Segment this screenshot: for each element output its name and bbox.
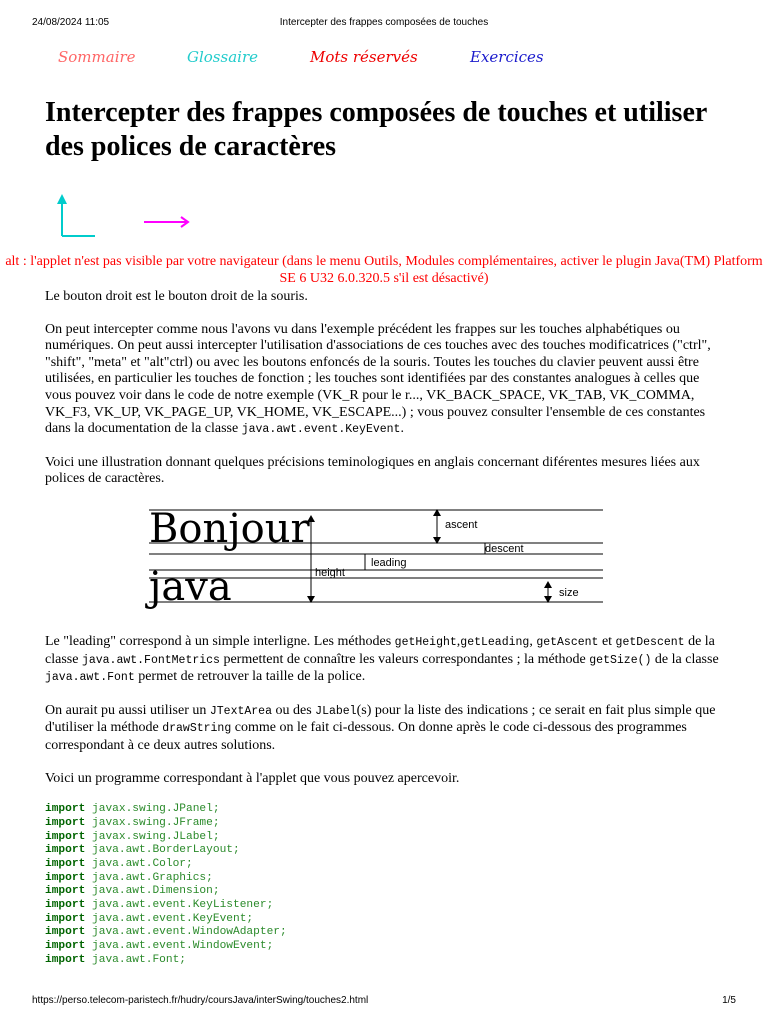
nav-link-mots-reserves[interactable]: Mots réservés [310, 48, 418, 66]
p4-text-1: Le "leading" correspond à un simple interligne. Les méthodes [45, 633, 395, 649]
code-line [45, 872, 725, 886]
print-url: https://perso.telecom-paristech.fr/hudry/coursJava/interSwing/touches2.html [32, 995, 369, 1006]
p4-text-5: de la classe [45, 633, 715, 667]
p5-text-1: On aurait pu aussi utiliser un [45, 702, 210, 718]
code-listing [45, 803, 725, 967]
code-line [45, 803, 725, 817]
code-keyword: import [45, 803, 86, 816]
p5-text-3: (s) pour la liste des indications ; ce serait en fait plus simple que d'utiliser la méthode [45, 702, 716, 736]
page-title: Intercepter des frappes composées de touches et utiliser des polices de caractères [45, 97, 707, 162]
label-height: height [315, 566, 345, 579]
sample-word-java: java [149, 563, 232, 610]
p5-text-4: comme on le fait ci-dessous. On donne après le code ci-dessous des programmes correspondant à ce deux autres solutions. [45, 720, 687, 753]
label-ascent: ascent [445, 518, 478, 531]
label-descent: descent [485, 542, 524, 555]
font-metrics-diagram [45, 504, 725, 616]
label-size: size [559, 586, 579, 599]
code-import-path: java.awt.Font; [92, 953, 187, 966]
code-keyword: import [45, 940, 86, 953]
applet-arrows-graphic [45, 188, 245, 250]
code-getheight: getHeight [394, 635, 457, 649]
cyan-axis-arrow [57, 194, 95, 236]
p2-code-keyevent: java.awt.event.KeyEvent [241, 423, 401, 437]
p5-text-2: ou des [272, 702, 316, 718]
code-line [45, 885, 725, 899]
code-import-path: java.awt.Graphics; [92, 871, 213, 884]
code-keyword: import [45, 926, 86, 939]
paragraph-leading [45, 634, 721, 687]
code-import-path: javax.swing.JLabel; [92, 830, 220, 843]
p4-text-2: , [456, 633, 461, 649]
top-navigation [0, 48, 768, 70]
code-keyword: import [45, 844, 86, 857]
code-import-path: java.awt.event.KeyListener; [92, 899, 274, 912]
paragraph-alternatives [45, 703, 721, 755]
magenta-arrow [144, 217, 188, 227]
code-fontmetrics: java.awt.FontMetrics [81, 653, 220, 667]
code-keyword: import [45, 953, 86, 966]
p4-text-6: permettent de connaître les valeurs correspondantes ; la méthode [219, 651, 590, 667]
code-keyword: import [45, 912, 86, 925]
code-line [45, 858, 725, 872]
code-line [45, 831, 725, 845]
nav-link-glossaire[interactable]: Glossaire [187, 48, 258, 66]
code-line [45, 844, 725, 858]
code-line [45, 899, 725, 913]
p2-end: . [400, 421, 404, 437]
code-drawstring: drawString [162, 722, 232, 736]
code-keyword: import [45, 816, 86, 829]
paragraph-program-intro: Voici un programme correspondant à l'applet que vous pouvez apercevoir. [45, 770, 460, 786]
nav-link-sommaire[interactable]: Sommaire [58, 48, 136, 66]
code-jlabel: JLabel [315, 704, 357, 718]
code-import-path: java.awt.Color; [92, 857, 193, 870]
code-import-path: javax.swing.JFrame; [92, 816, 220, 829]
p4-text-8: permet de retrouver la taille de la police. [134, 669, 366, 685]
code-jtextarea: JTextArea [209, 704, 272, 718]
code-font: java.awt.Font [45, 671, 135, 685]
p4-text-3: , [529, 633, 537, 649]
code-import-path: java.awt.BorderLayout; [92, 844, 240, 857]
label-leading: leading [371, 556, 407, 569]
code-import-path: java.awt.Dimension; [92, 885, 220, 898]
code-getdescent: getDescent [615, 635, 685, 649]
print-title: Intercepter des frappes composées de touches [279, 17, 489, 28]
font-metrics-figure [45, 504, 725, 616]
code-line [45, 954, 725, 968]
code-keyword: import [45, 871, 86, 884]
code-import-path: java.awt.event.WindowAdapter; [92, 926, 287, 939]
code-line [45, 940, 725, 954]
code-line [45, 913, 725, 927]
code-line [45, 817, 725, 831]
print-datetime: 24/08/2024 11:05 [32, 17, 110, 28]
code-line [45, 926, 725, 940]
code-getascent: getAscent [536, 635, 599, 649]
code-import-path: java.awt.event.KeyEvent; [92, 912, 254, 925]
print-page-number: 1/5 [722, 995, 736, 1006]
paragraph-right-button: Le bouton droit est le bouton droit de la souris. [45, 289, 308, 304]
nav-link-exercices[interactable]: Exercices [470, 48, 544, 66]
p4-text-4: et [598, 633, 616, 649]
applet-preview [45, 188, 725, 250]
main-content [5, 96, 763, 968]
sample-word-bonjour: Bonjour [149, 505, 310, 552]
applet-alt-text: alt : l'applet n'est pas visible par votre navigateur (dans le menu Outils, Modules complémentaires, activer le plugin Java(TM) Platform SE 6 U32 6.0.320.5 s'il est désactivé) [5, 254, 763, 286]
code-import-path: java.awt.event.WindowEvent; [92, 940, 274, 953]
code-keyword: import [45, 830, 86, 843]
p4-text-7: de la classe [651, 651, 719, 667]
code-keyword: import [45, 857, 86, 870]
code-import-path: javax.swing.JPanel; [92, 803, 220, 816]
paragraph-illustration-intro: Voici une illustration donnant quelques précisions teminologiques en anglais concernant diférentes mesures liées aux polices de caractères. [45, 454, 700, 487]
paragraph-key-modifiers [45, 322, 721, 439]
code-keyword: import [45, 885, 86, 898]
code-keyword: import [45, 899, 86, 912]
code-getsize: getSize() [589, 653, 652, 667]
p2-text: On peut intercepter comme nous l'avons vu dans l'exemple précédent les frappes sur les touches alphabétiques ou numériques. On peut aussi intercepter l'utilisation d'associations de ces touches avec des touches modificatrices ("ctrl", "shift", "meta" et "alt"ctrl) ou avec les boutons enfoncés de la souris. Toutes les touches du clavier peuvent aussi être utilisées, en particulier les touches de fonction ; les touches sont identifiées par des constantes analogues à celles que vous pouvez voir dans le code de notre exemple (VK_R pour le r..., VK_BACK_SPACE, VK_TAB, VK_COMMA, VK_F3, VK_UP, VK_PAGE_UP, VK_HOME, VK_ESCAPE...) ; vous pouvez consulter l'ensemble de ces constantes dans la documentation de la classe [45, 321, 711, 437]
code-getleading: getLeading [460, 635, 530, 649]
